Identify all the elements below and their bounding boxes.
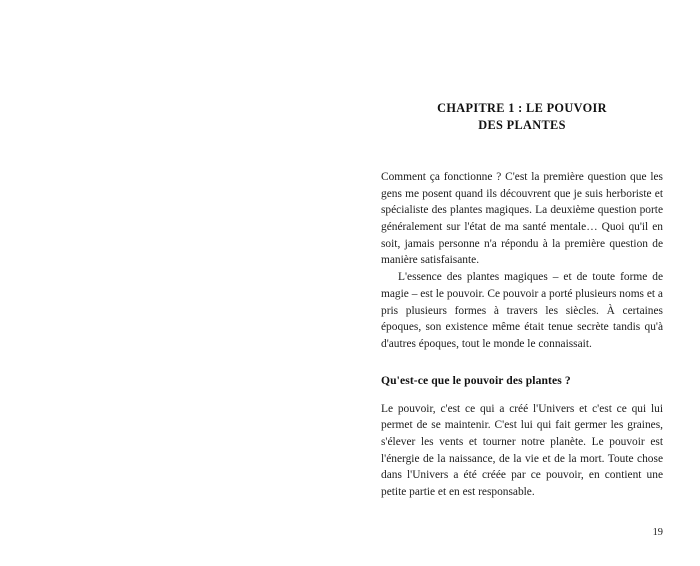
chapter-title bbox=[381, 100, 663, 135]
chapter-title-line-2: DES PLANTES bbox=[478, 118, 566, 133]
paragraph-3: Le pouvoir, c'est ce qui a créé l'Univers et c'est ce qui lui permet de se maintenir. C'est lui qui fait germer les graines, s'élever les vents et tourner notre planète. Le pouvoir est l'énergie de la naissance, de la vie et de la mort. Toute chose dans l'Univers a été créée par ce pouvoir, en contient une petite partie et en est responsable. bbox=[381, 402, 663, 499]
text-column bbox=[381, 100, 663, 501]
page-number: 19 bbox=[652, 527, 663, 538]
section-subheading: Qu'est-ce que le pouvoir des plantes ? bbox=[381, 373, 571, 387]
paragraph-2: L'essence des plantes magiques – et de toute forme de magie – est le pouvoir. Ce pouvoir a porté plusieurs noms et a pris plusieurs formes à travers les siècles. À certaines époques, son existence même était tenue secrète tandis qu'à d'autres époques, tout le monde le connaissait. bbox=[381, 271, 663, 350]
paragraph-1: Comment ça fonctionne ? C'est la première question que les gens me posent quand ils découvrent que je suis herboriste et spécialiste des plantes magiques. La deuxième question porte généralement sur l'état de ma santé mentale… Quoi qu'il en soit, jamais personne n'a répondu à la première question de manière satisfaisante. bbox=[381, 170, 663, 267]
chapter-title-line-1: CHAPITRE 1 : LE POUVOIR bbox=[437, 101, 607, 115]
